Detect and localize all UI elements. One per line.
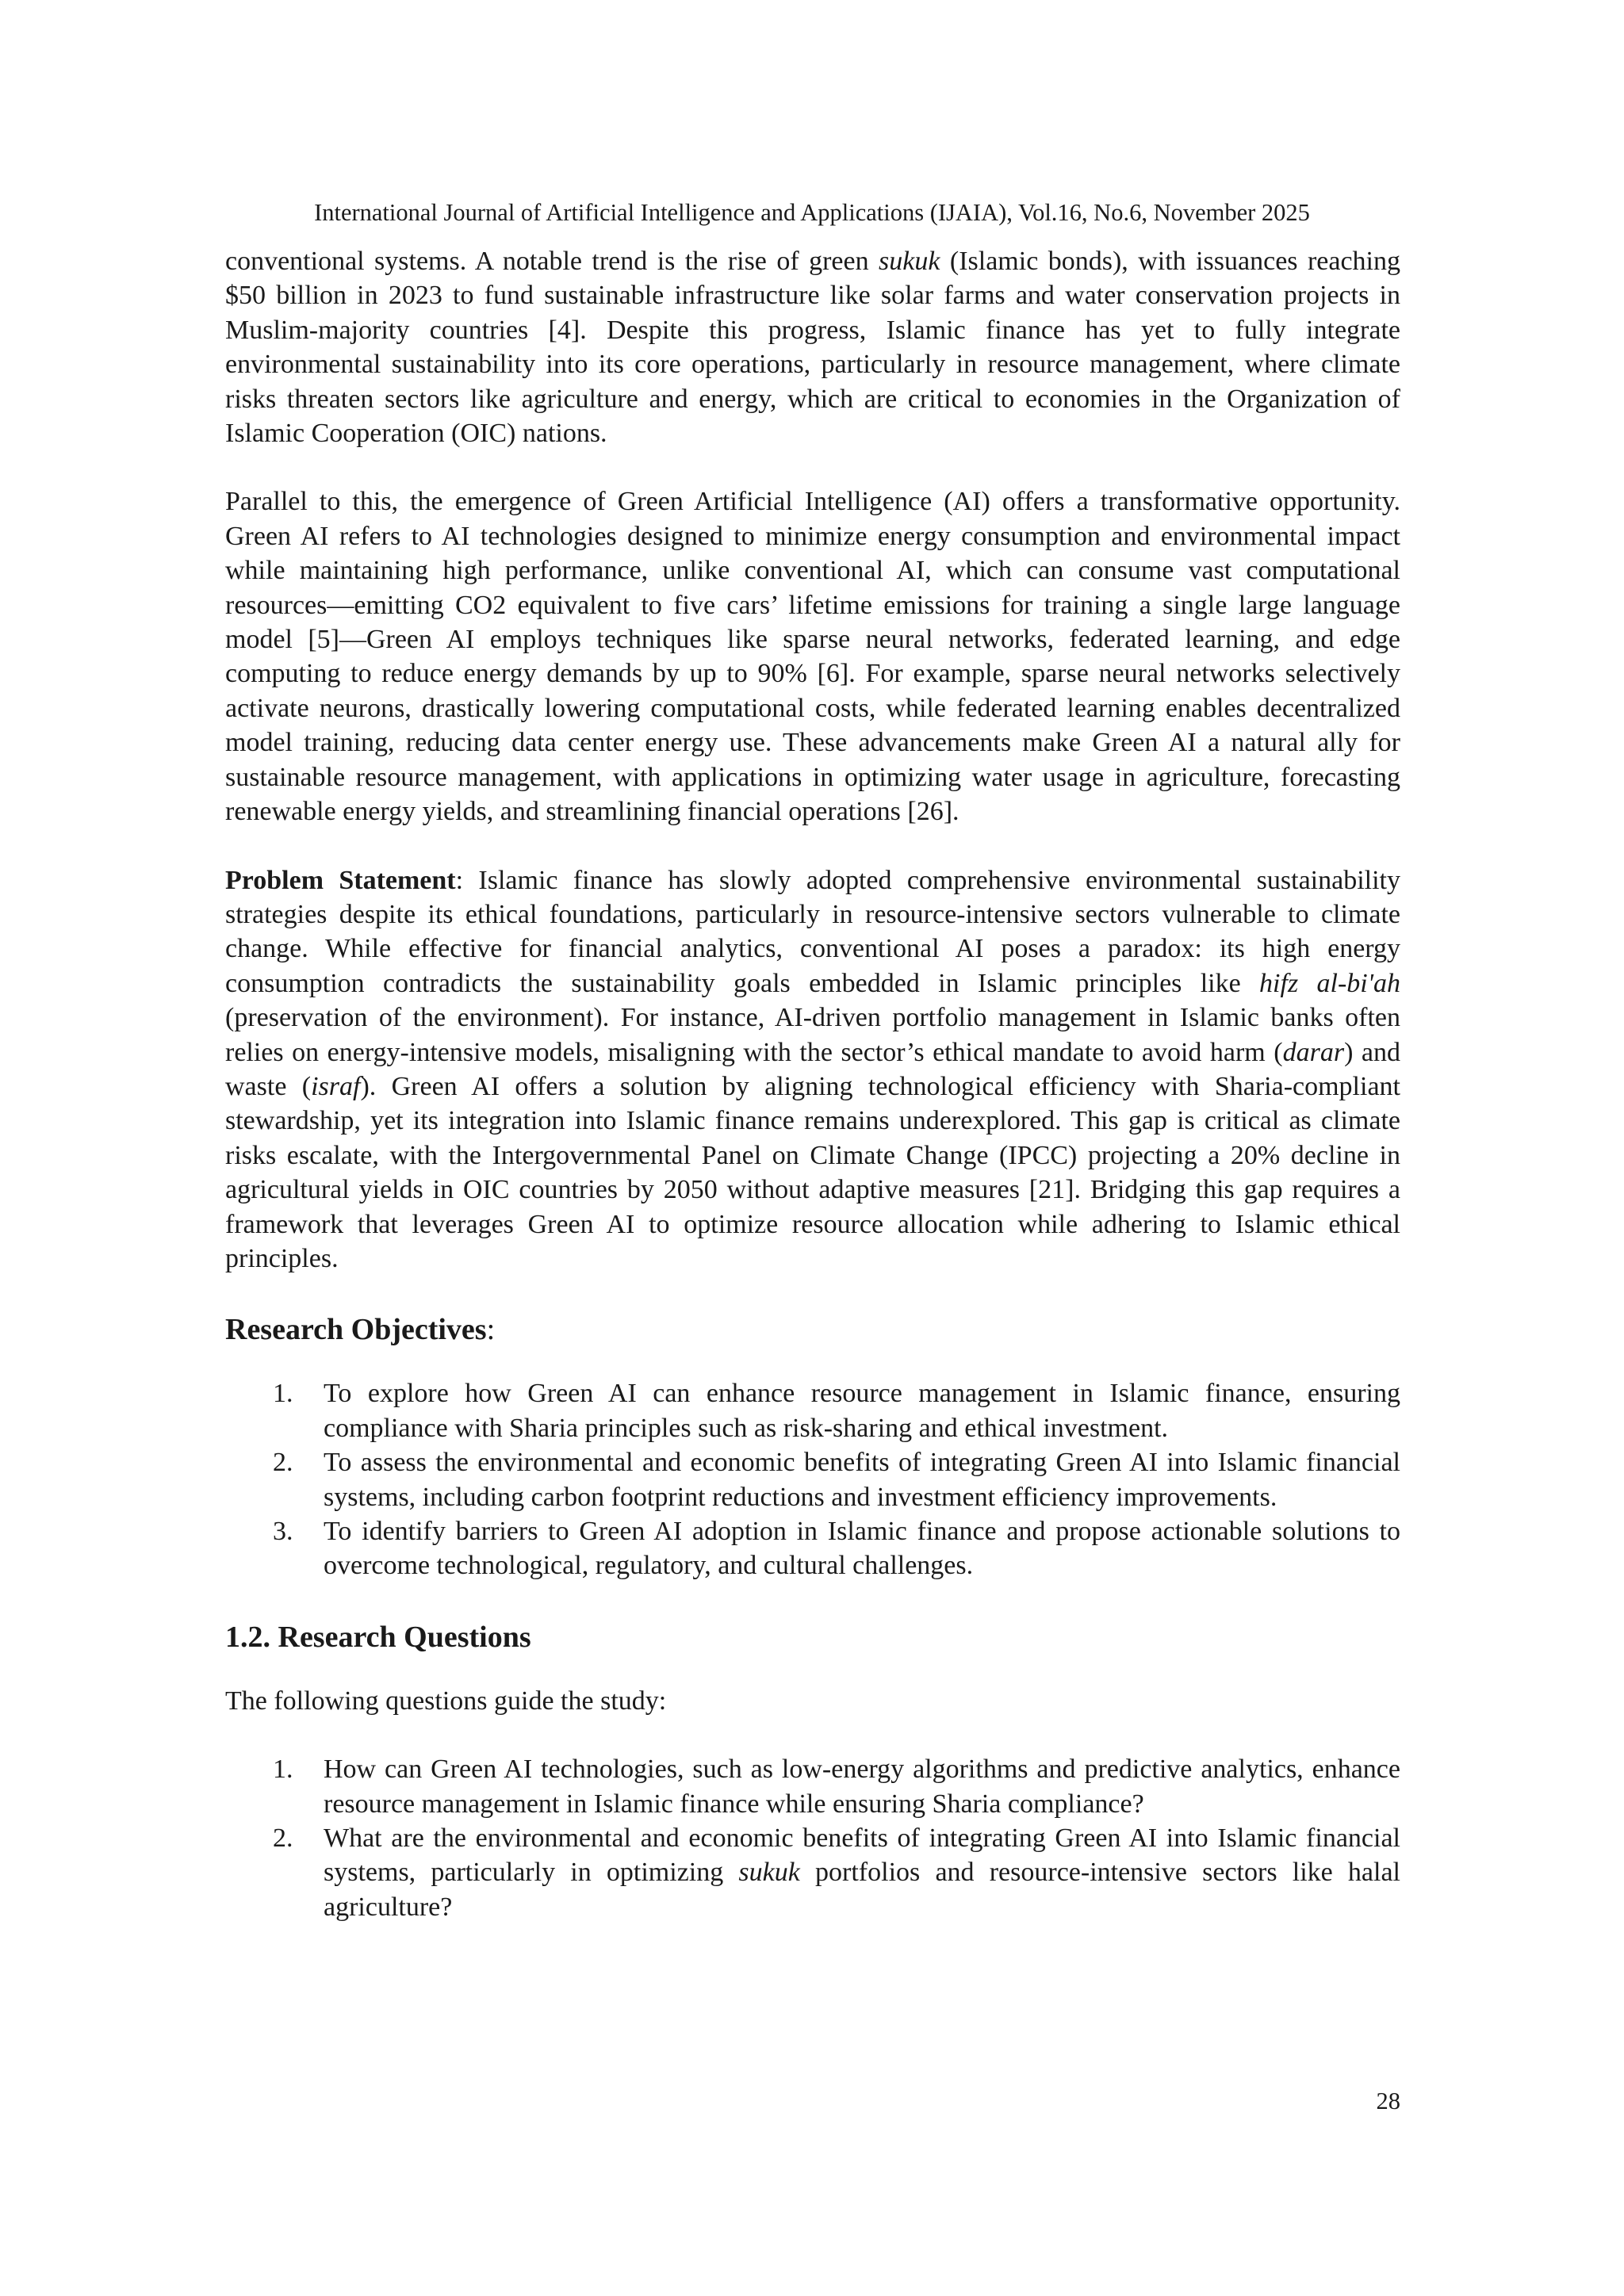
list-item [225, 1445, 1400, 1514]
list-item [225, 1752, 1400, 1821]
italic-term-sukuk: sukuk [879, 247, 940, 276]
paragraph-text: (Islamic bonds), with issuances reaching $50 billion in 2023 to fund sustainable infrastructure like solar farms and water conservation projects in Muslim-majority countries [4]. Despite this progress, Islamic finance has yet to fully integrate environmental sustainability into its core operations, particularly in resource management, where climate risks threaten sectors like agriculture and energy, which are critical to economies in the Organization of Islamic Cooperation (OIC) nations. [225, 247, 1400, 449]
list-item-text: To identify barriers to Green AI adoption in Islamic finance and propose actionable solutions to overcome technological, regulatory, and cultural challenges. [324, 1517, 1400, 1581]
page-number: 28 [1376, 2087, 1400, 2114]
list-number: 1. [273, 1755, 293, 1785]
list-item-text: What are the environmental and economic benefits of integrating Green AI into Islamic financial systems, particularly in optimizing [324, 1823, 1400, 1888]
list-number: 2. [273, 1823, 293, 1854]
problem-statement-label: Problem Statement [225, 865, 456, 895]
list-item-text: To assess the environmental and economic benefits of integrating Green AI into Islamic financial systems, including carbon footprint reductions and investment efficiency improvements. [324, 1448, 1400, 1512]
list-number: 1. [273, 1379, 293, 1409]
paragraph-text: : Islamic finance has slowly adopted comprehensive environmental sustainability strategies despite its ethical foundations, particularly in resource-intensive sectors vulnerable to climate change. While effective for financial analytics, conventional AI poses a paradox: its high energy consumption contradicts the sustainability goals embedded in Islamic principles like [225, 865, 1400, 998]
paragraph-text: ). Green AI offers a solution by aligning technological efficiency with Sharia-compliant stewardship, yet its integration into Islamic finance remains underexplored. This gap is critical as climate risks escalate, with the Intergovernmental Panel on Climate Change (IPCC) projecting a 20% decline in agricultural yields in OIC countries by 2050 without adaptive measures [21]. Bridging this gap requires a framework that leverages Green AI to optimize resource allocation while adhering to Islamic ethical principles. [225, 1071, 1400, 1273]
running-header: International Journal of Artificial Intelligence and Applications (IJAIA), Vol.16, No.6, November 2025 [314, 199, 1310, 226]
list-item [225, 1514, 1400, 1583]
research-questions-heading: 1.2. Research Questions [225, 1620, 531, 1654]
questions-intro: The following questions guide the study: [225, 1686, 667, 1716]
paragraph-green-sukuk [225, 244, 1400, 450]
heading-colon: : [486, 1313, 496, 1347]
research-objectives-list [225, 1376, 1400, 1582]
list-item-text: How can Green AI technologies, such as low-energy algorithms and predictive analytics, enhance resource management in Islamic finance while ensuring Sharia compliance? [324, 1755, 1400, 1819]
paragraph-problem-statement [225, 863, 1400, 1276]
list-number: 3. [273, 1517, 293, 1546]
research-objectives-heading [225, 1310, 1400, 1349]
italic-term-hifz: hifz al-bi'ah [1259, 968, 1400, 998]
list-item-text: To explore how Green AI can enhance resource management in Islamic finance, ensuring compliance with Sharia principles such as risk-sharing and ethical investment. [324, 1379, 1400, 1443]
paragraph-green-ai: Parallel to this, the emergence of Green Artificial Intelligence (AI) offers a transformative opportunity. Green AI refers to AI technologies designed to minimize energy consumption and environmental impact while maintaining high performance, unlike conventional AI, which can consume vast computational resources—emitting CO2 equivalent to five cars’ lifetime emissions for training a single large language model [5]—Green AI employs techniques like sparse neural networks, federated learning, and edge computing to reduce energy demands by up to 90% [6]. For example, sparse neural networks selectively activate neurons, drastically lowering computational costs, while federated learning enables decentralized model training, reducing data center energy use. These advancements make Green AI a natural ally for sustainable resource management, with applications in optimizing water usage in agriculture, forecasting renewable energy yields, and streamlining financial operations [26]. [225, 487, 1400, 827]
paragraph-text: conventional systems. A notable trend is the rise of green [225, 247, 879, 276]
italic-term-darar: darar [1282, 1037, 1345, 1067]
heading-text: Research Objectives [225, 1313, 487, 1347]
italic-term-israf: israf [311, 1071, 361, 1101]
research-questions-list [225, 1752, 1400, 1924]
list-number: 2. [273, 1448, 293, 1478]
page-body [225, 244, 1400, 1958]
paragraph-text: (preservation of the environment). For instance, AI-driven portfolio management in Islamic banks often relies on energy-intensive models, misaligning with the sector’s ethical mandate to avoid harm ( [225, 1003, 1400, 1067]
italic-term-sukuk: sukuk [738, 1858, 800, 1888]
list-item-text: portfolios and resource-intensive sectors like halal agriculture? [324, 1858, 1400, 1922]
list-item [225, 1376, 1400, 1445]
paragraph-text: ) and waste ( [225, 1037, 1401, 1101]
list-item [225, 1821, 1400, 1924]
